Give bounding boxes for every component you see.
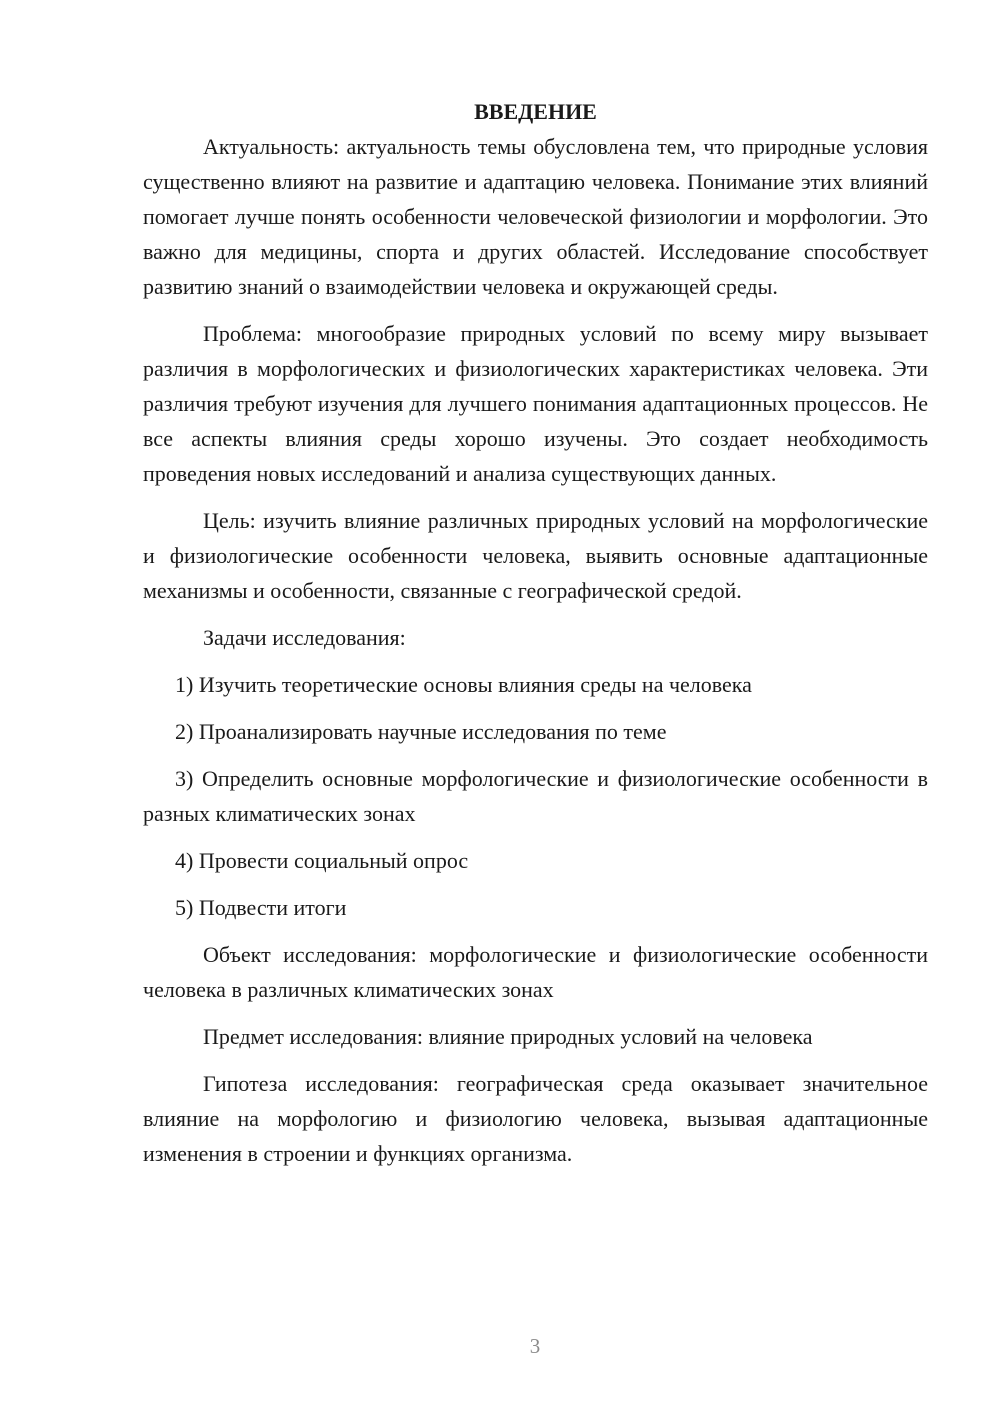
tasks-title: Задачи исследования:	[203, 625, 406, 650]
page-number: 3	[529, 1334, 541, 1358]
section-heading: ВВЕДЕНИЕ	[474, 99, 597, 124]
problem-paragraph: Проблема: многообразие природных условий по всему миру вызывает различия в морфологических и физиологических характеристиках человека. Эти различия требуют изучения для лучшего понимания адаптационных процессов. Не все аспекты влияния среды хорошо изучены. Это создает необходимость проведения новых исследований и анализа существующих данных.	[143, 321, 928, 486]
goal-paragraph: Цель: изучить влияние различных природных условий на морфологические и физиологические особенности человека, выявить основные адаптационные механизмы и особенности, связанные с географической средой.	[143, 508, 928, 603]
list-item: 2) Проанализировать научные исследования по теме	[175, 719, 667, 744]
hypothesis-paragraph: Гипотеза исследования: географическая среда оказывает значительное влияние на морфологию и физиологию человека, вызывая адаптационные изменения в строении и функциях организма.	[143, 1071, 928, 1166]
relevance-paragraph: Актуальность: актуальность темы обусловлена тем, что природные условия существенно влияют на развитие и адаптацию человека. Понимание этих влияний помогает лучше понять особенности человеческой физиологии и морфологии. Это важно для медицины, спорта и других областей. Исследование способствует развитию знаний о взаимодействии человека и окружающей среды.	[143, 134, 928, 299]
tasks-list	[143, 667, 928, 925]
list-item: 3) Определить основные морфологические и физиологические особенности в разных климатических зонах	[143, 766, 928, 826]
object-paragraph: Объект исследования: морфологические и физиологические особенности человека в различных климатических зонах	[143, 942, 928, 1002]
list-item: 1) Изучить теоретические основы влияния среды на человека	[175, 672, 752, 697]
list-item: 5) Подвести итоги	[175, 895, 347, 920]
subject-paragraph: Предмет исследования: влияние природных условий на человека	[203, 1024, 813, 1049]
page-content	[143, 94, 928, 1171]
list-item: 4) Провести социальный опрос	[175, 848, 469, 873]
